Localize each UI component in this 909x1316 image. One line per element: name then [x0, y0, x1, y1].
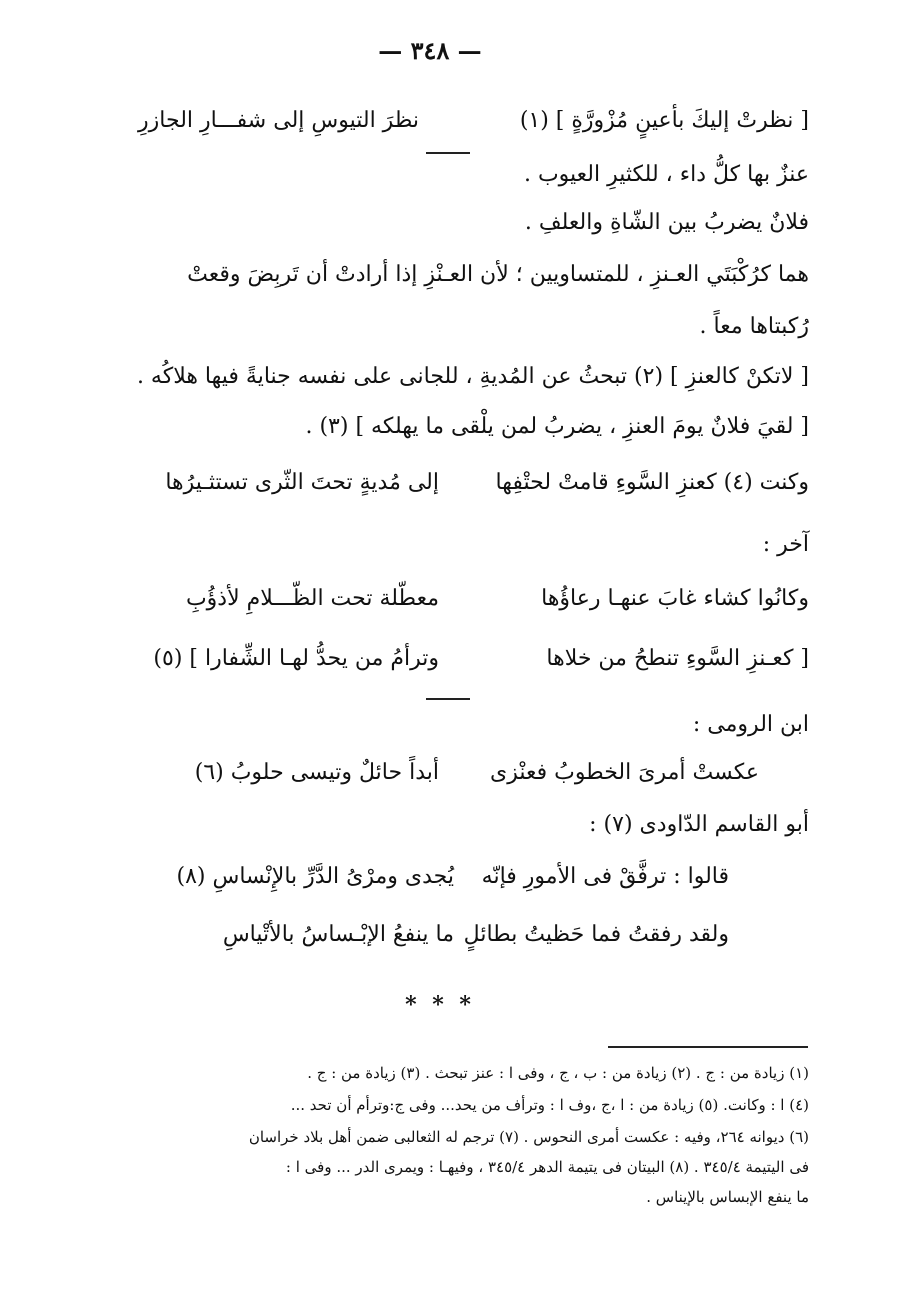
footnote-rule — [608, 1046, 808, 1048]
verse-hemistich-first: عكستْ أمرىَ الخطوبُ فعنْزى — [489, 760, 759, 785]
text-line: [ لاتكنْ كالعنزِ ] (٢) تبحثُ عن المُديةِ ، للجانى على نفسه جنايةً فيها هلاكُه . — [136, 364, 809, 389]
verse-hemistich-second: وترأمُ من يحدُّ لهـا الشِّفارا ] (٥) — [153, 646, 439, 671]
verse-hemistich-first: قالوا : ترفَّقْ فى الأمورِ فإنّه — [481, 864, 729, 889]
verse-hemistich-second: ما ينفعُ الإبْـساسُ بالأتْياسِ — [222, 922, 454, 947]
poet-label: أبو القاسم الدّاودى (٧) : — [589, 812, 809, 837]
text-line: [ لقيَ فلانٌ يومَ العنزِ ، يضربُ لمن يلْقى ما يهلكه ] (٣) . — [305, 414, 809, 439]
verse-hemistich-first: [ كعـنزِ السَّوءِ تنطحُ من خلاها — [546, 646, 809, 671]
poet-label: آخر : — [762, 532, 809, 557]
verse-hemistich-first: وكانُوا كشاء غابَ عنهـا رعاؤُها — [541, 586, 809, 611]
footnote-line: فى اليتيمة ٣٤٥/٤ . (٨) البيتان فى يتيمة الدهر ٣٤٥/٤ ، وفيهـا : ويمرى الدر ... وفى ا : — [285, 1158, 809, 1176]
verse-divider — [426, 152, 470, 154]
footnote-line: (٦) ديوانه ٢٦٤، وفيه : عكست أمرى النحوس . (٧) ترجم له الثعالبى ضمن أهل بلاد خراسان — [248, 1128, 809, 1146]
verse-hemistich-first: [ نظرتْ إليكَ بأعينٍ مُزْورَّةٍ ] (١) — [519, 108, 809, 133]
verse-hemistich-second: أبداً حائلٌ وتيسى حلوبُ (٦) — [194, 760, 439, 785]
text-line: رُكبتاها معاً . — [699, 314, 809, 339]
verse-hemistich-second: معطّلة تحت الظّـــلامِ لأذؤُبِ — [185, 586, 439, 611]
verse-hemistich-second: يُجدى ومرْىُ الدَّرِّ بالإِنْساسِ (٨) — [176, 864, 454, 889]
verse-hemistich-second: نظرَ التيوسِ إلى شفـــارِ الجازرِ — [138, 108, 419, 133]
text-line: هما كرُكْبَتَي العـنزِ ، للمتساويين ؛ لأن العـنْزِ إذا أرادتْ أن تَربِضَ وقعتْ — [187, 262, 809, 287]
page-number: — ٣٤٨ — — [378, 36, 482, 65]
footnote-line: (١) زيادة من : ج . (٢) زيادة من : ب ، ج ، وفى ا : عنز تبحث . (٣) زيادة من : ج . — [307, 1064, 809, 1082]
verse-hemistich-second: إلى مُديةٍ تحتَ الثّرى تستثـيرُها — [165, 470, 439, 495]
poet-label: ابن الرومى : — [692, 712, 809, 737]
verse-hemistich-first: ولقد رفقتُ فما حَظيتُ بطائلٍ — [463, 922, 729, 947]
verse-divider — [426, 698, 470, 700]
text-line: فلانٌ يضربُ بين الشّاةِ والعلفِ . — [524, 210, 809, 235]
footnote-line: ما ينفع الإبساس بالإيناس . — [646, 1188, 809, 1206]
text-line: عنزٌ بها كلُّ داء ، للكثيرِ العيوب . — [523, 162, 809, 187]
section-separator: * * * — [405, 992, 475, 1018]
verse-hemistich-first: وكنت (٤) كعنزِ السَّوءِ قامتْ لحتْفِها — [495, 470, 809, 495]
footnote-line: (٤) ا : وكانت. (٥) زيادة من : ا ،ج ،وف ا : وترأف من يحد... وفى ج:وترأم أن تحد ... — [290, 1096, 809, 1114]
